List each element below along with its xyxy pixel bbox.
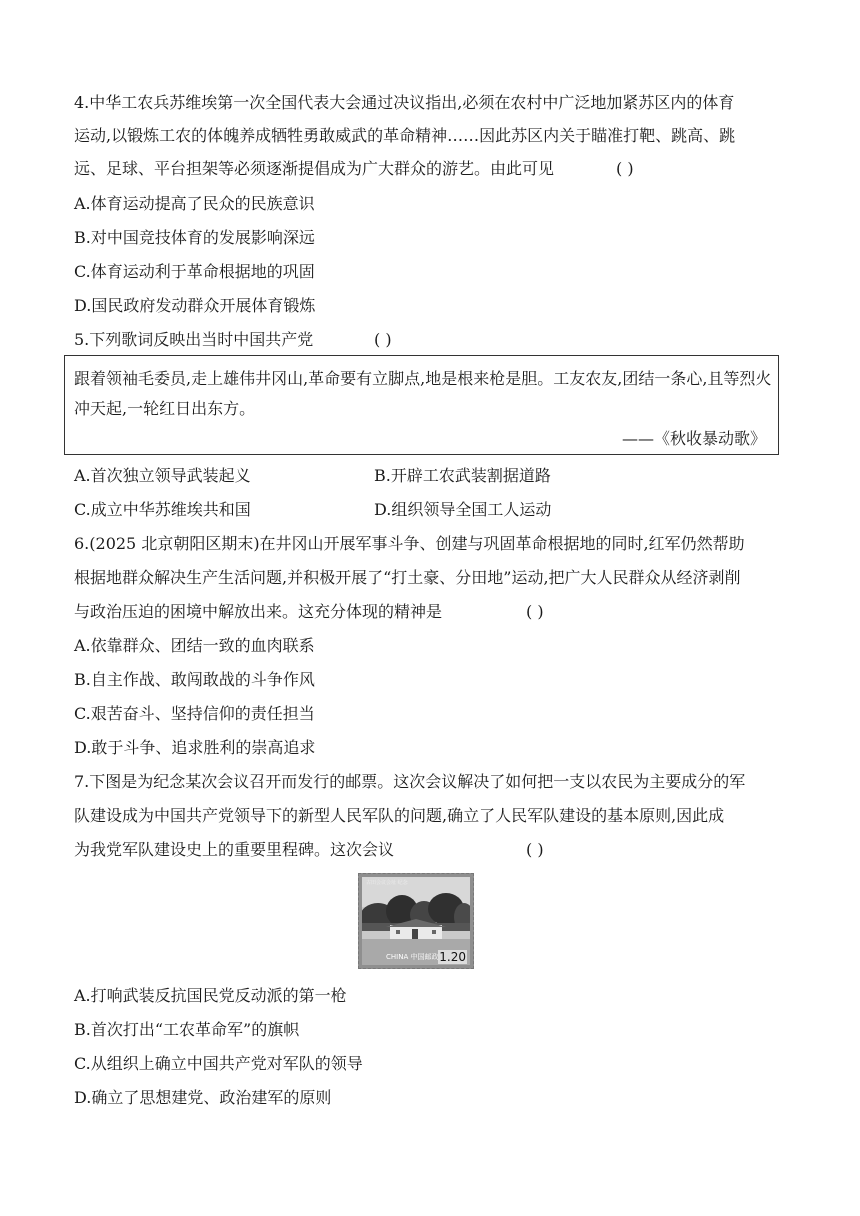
q6-option-b: B.自主作战、敢闯敢战的斗争作风: [74, 670, 315, 689]
stamp-caption: 古田会议会址 纪念: [366, 880, 408, 886]
q4-stem-line-2: 运动,以锻炼工农的体魄养成牺牲勇敢威武的革命精神……因此苏区内关于瞄准打靶、跳高、跳: [74, 126, 736, 145]
q7-option-c: C.从组织上确立中国共产党对军队的领导: [74, 1054, 363, 1073]
q5-option-c: C.成立中华苏维埃共和国: [74, 500, 251, 519]
q6-stem-line-2: 根据地群众解决生产生活问题,并积极开展了“打土豪、分田地”运动,把广大人民群众从经济剥削: [74, 568, 741, 587]
q6-stem-line-3: [74, 601, 544, 623]
q6-answer-bracket: ( ): [526, 602, 544, 621]
q6-option-d: D.敢于斗争、追求胜利的崇高追求: [74, 738, 316, 757]
q5-option-a: A.首次独立领导武装起义: [74, 466, 251, 485]
q7-option-a: A.打响武装反抗国民党反动派的第一枪: [74, 986, 347, 1005]
q4-stem-text: 远、足球、平台担架等必须逐渐提倡成为广大群众的游艺。由此可见: [74, 159, 555, 178]
q4-answer-bracket: ( ): [616, 159, 634, 178]
q7-stem-text: 为我党军队建设史上的重要里程碑。这次会议: [74, 840, 395, 859]
q5-answer-bracket: ( ): [374, 330, 392, 349]
q5-lyrics-source: ——《秋收暴动歌》: [621, 429, 766, 448]
q4-option-a: A.体育运动提高了民众的民族意识: [74, 194, 315, 213]
q4-option-b: B.对中国竞技体育的发展影响深远: [74, 228, 315, 247]
q7-stem-line-1: 7.下图是为纪念某次会议召开而发行的邮票。这次会议解决了如何把一支以农民为主要成分的军: [74, 772, 746, 791]
q6-option-c: C.艰苦奋斗、坚持信仰的责任担当: [74, 704, 315, 723]
q7-stem-line-2: 队建设成为中国共产党领导下的新型人民军队的问题,确立了人民军队建设的基本原则,因此成: [74, 806, 725, 825]
q4-stem-line-3: [74, 158, 634, 180]
stamp-denomination: 1.20: [439, 950, 466, 964]
q6-option-a: A.依靠群众、团结一致的血肉联系: [74, 636, 315, 655]
q4-option-d: D.国民政府发动群众开展体育锻炼: [74, 296, 316, 315]
q7-answer-bracket: ( ): [526, 840, 544, 859]
q5-lyrics-text: 跟着领袖毛委员,走上雄伟井冈山,革命要有立脚点,地是根来枪是胆。工友农友,团结一条心,且等烈火冲天起,一轮红日出东方。: [74, 369, 772, 418]
q6-stem-line-1: 6.(2025 北京朝阳区期末)在井冈山开展军事斗争、创建与巩固革命根据地的同时,红军仍然帮助: [74, 534, 745, 553]
q5-option-d: D.组织领导全国工人运动: [374, 500, 552, 519]
q5-option-b: B.开辟工农武装割据道路: [374, 466, 551, 485]
q4-option-c: C.体育运动利于革命根据地的巩固: [74, 262, 315, 281]
stamp-country-label: CHINA 中国邮政: [386, 953, 439, 961]
q5-stem-text: 5.下列歌词反映出当时中国共产党: [74, 330, 314, 349]
q5-stem: [74, 329, 392, 351]
q7-option-d: D.确立了思想建党、政治建军的原则: [74, 1088, 332, 1107]
q4-stem-line-1: 4.中华工农兵苏维埃第一次全国代表大会通过决议指出,必须在农村中广泛地加紧苏区内的体育: [74, 93, 735, 112]
q7-stem-line-3: [74, 839, 544, 861]
q7-option-b: B.首次打出“工农革命军”的旗帜: [74, 1020, 300, 1039]
gutian-meeting-stamp-image: [358, 873, 474, 969]
q6-stem-text: 与政治压迫的困境中解放出来。这充分体现的精神是: [74, 602, 443, 621]
q5-lyrics-box: [64, 355, 779, 455]
